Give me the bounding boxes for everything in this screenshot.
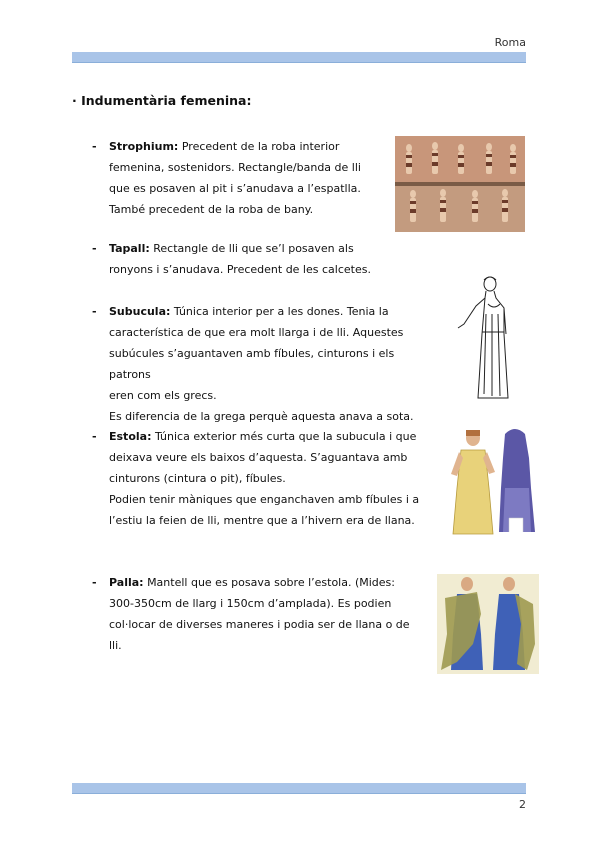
item-term: Strophium: (109, 140, 179, 153)
palla-figures-image (437, 574, 539, 674)
item-line: Es diferencia de la grega perquè aquesta anava a sota. (109, 410, 414, 423)
item-line (109, 238, 392, 259)
item-text: Túnica interior per a les dones. Tenia la (173, 305, 389, 318)
bullet-dash: - (92, 430, 97, 443)
footer-rule (72, 783, 526, 794)
item-line: l’estiu la feien de lli, mentre que a l’hivern era de llana. (109, 514, 415, 527)
item-line: que es posaven al pit i s’anudava a l’espatlla. (109, 182, 361, 195)
bullet-dash: - (92, 242, 97, 255)
list-item (92, 238, 392, 280)
item-text: Precedent de la roba interior (181, 140, 340, 153)
mosaic-illustration (395, 136, 525, 232)
page-number: 2 (519, 798, 526, 811)
tunic-sketch-image (452, 274, 518, 400)
item-line: col·locar de diverses maneres i podia ser de llana o de lli. (109, 618, 410, 652)
item-line: ronyons i s’anudava. Precedent de les calcetes. (109, 263, 371, 276)
item-line: Podien tenir màniques que enganchaven amb fíbules i a (109, 493, 420, 506)
item-line (109, 136, 392, 157)
item-term: Palla: (109, 576, 144, 589)
item-line: 300-350cm de llarg i 150cm d’amplada). Es podien (109, 597, 392, 610)
bullet-dash: - (92, 576, 97, 589)
item-line: femenina, sostenidors. Rectangle/banda de lli (109, 161, 361, 174)
item-line: característica de que era molt llarga i de lli. Aquestes (109, 326, 404, 339)
item-term: Subucula: (109, 305, 171, 318)
list-item (92, 572, 422, 656)
item-line: cinturons (cintura o pit), fíbules. (109, 472, 286, 485)
item-text: Túnica exterior més curta que la subucula i que (154, 430, 417, 443)
list-item (92, 136, 392, 220)
item-term: Tapall: (109, 242, 150, 255)
estola-figures-illustration (443, 428, 543, 538)
item-line: També precedent de la roba de bany. (109, 203, 314, 216)
list-item (92, 301, 432, 427)
item-line (109, 301, 432, 322)
running-header: Roma (494, 36, 526, 49)
palla-figures-illustration (437, 574, 539, 674)
item-line (109, 572, 422, 593)
item-line (109, 426, 432, 447)
estola-figures-image (443, 428, 543, 538)
mosaic-image (395, 136, 525, 232)
bullet-dash: - (92, 305, 97, 318)
item-line: subúcules s’aguantaven amb fíbules, cinturons i els patrons (109, 347, 395, 381)
header-rule (72, 52, 526, 63)
list-item (92, 426, 432, 531)
bullet-dash: - (92, 140, 97, 153)
tunic-sketch-illustration (452, 274, 518, 400)
item-term: Estola: (109, 430, 152, 443)
item-line: eren com els grecs. (109, 389, 217, 402)
item-text: Rectangle de lli que se’l posaven als (153, 242, 354, 255)
item-text: Mantell que es posava sobre l’estola. (Mides: (147, 576, 395, 589)
item-line: deixava veure els baixos d’aquesta. S’aguantava amb (109, 451, 408, 464)
section-title: · Indumentària femenina: (72, 93, 252, 108)
